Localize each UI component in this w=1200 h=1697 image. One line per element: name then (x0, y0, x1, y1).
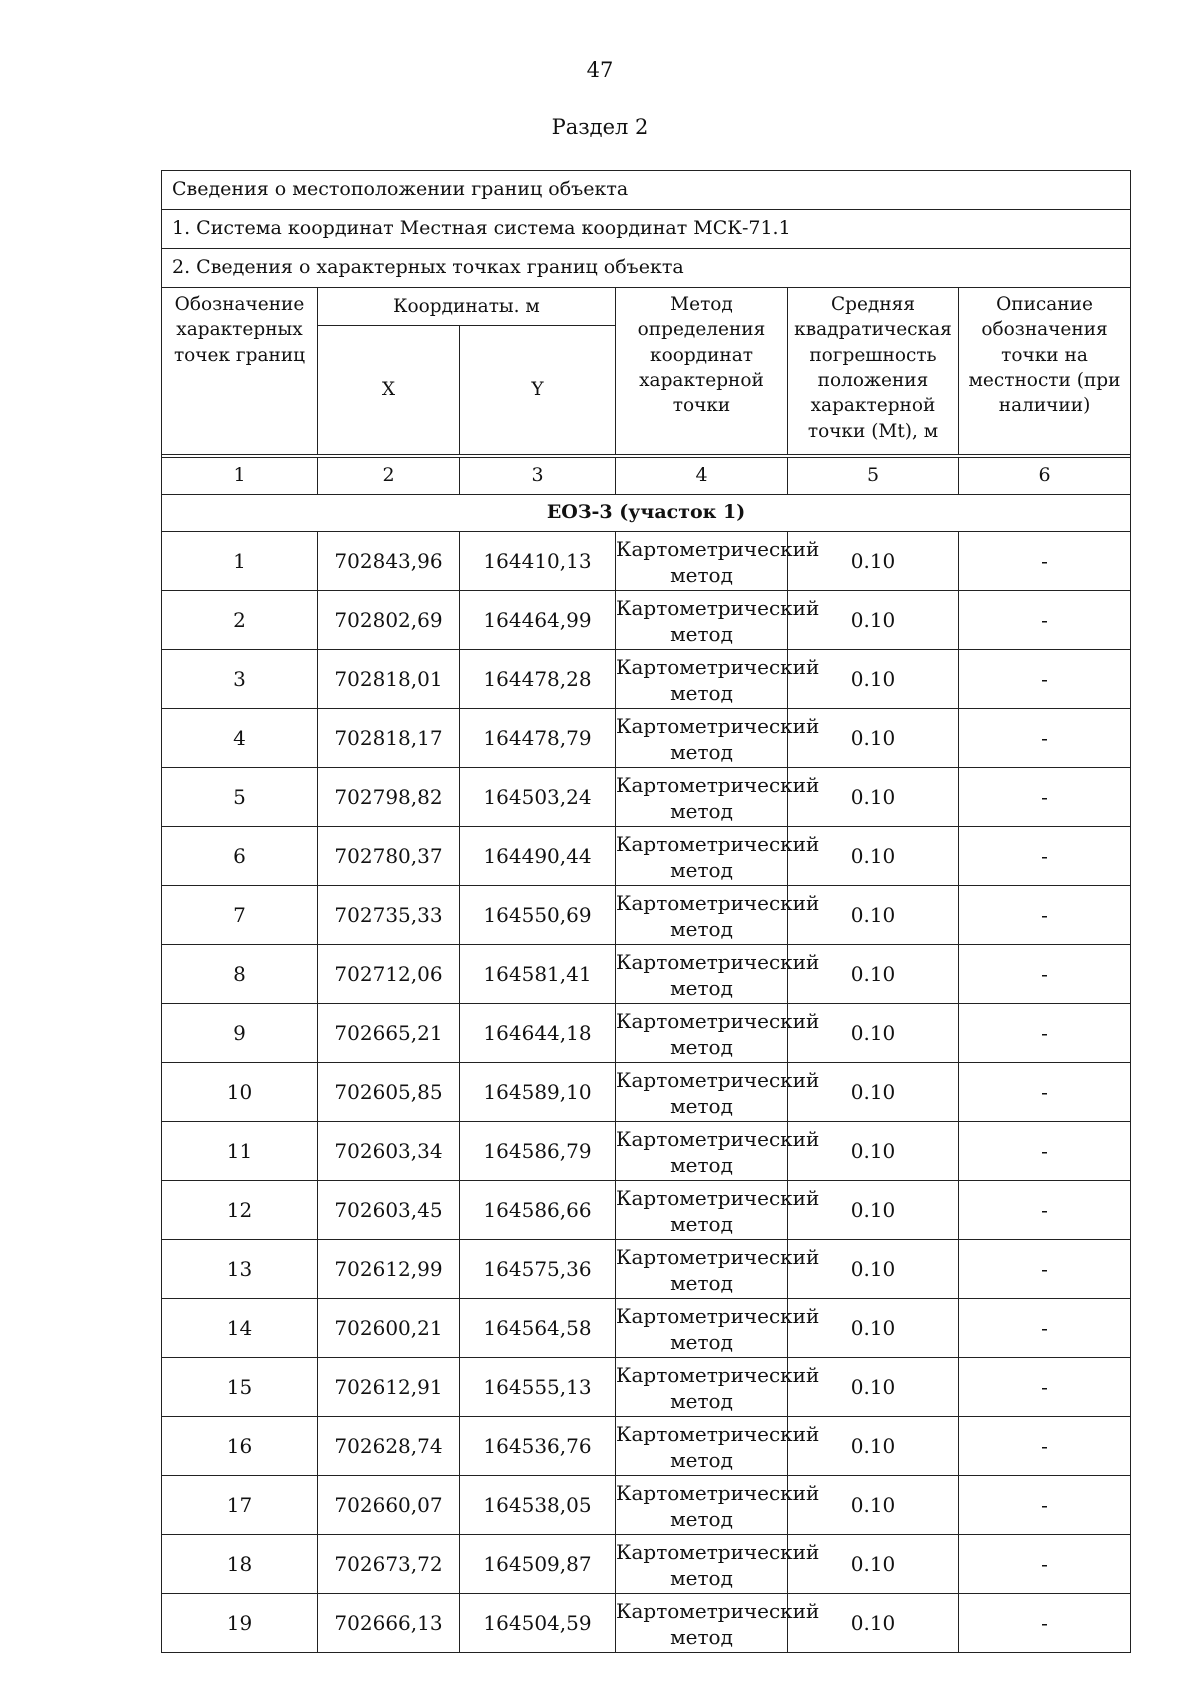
column-number: 4 (616, 458, 788, 495)
header-point: Обозначение характерных точек границ (162, 288, 318, 455)
description-cell: - (959, 1004, 1131, 1063)
y-coordinate-cell: 164478,28 (460, 650, 616, 709)
method-cell: Картометрический метод (616, 1535, 788, 1594)
header-error: Средняя квадратическая погрешность положения характерной точки (Mt), м (788, 288, 959, 455)
error-cell: 0.10 (788, 1476, 959, 1535)
method-cell: Картометрический метод (616, 1181, 788, 1240)
x-coordinate-cell: 702603,45 (318, 1181, 460, 1240)
info-points-heading: 2. Сведения о характерных точках границ объекта (162, 249, 1131, 288)
table-row (162, 1063, 1131, 1122)
column-number: 2 (318, 458, 460, 495)
description-cell: - (959, 591, 1131, 650)
error-cell: 0.10 (788, 768, 959, 827)
method-cell: Картометрический метод (616, 1476, 788, 1535)
table-row (162, 945, 1131, 1004)
error-cell: 0.10 (788, 1181, 959, 1240)
description-cell: - (959, 1299, 1131, 1358)
description-cell: - (959, 709, 1131, 768)
x-coordinate-cell: 702843,96 (318, 532, 460, 591)
point-number-cell: 14 (162, 1299, 318, 1358)
description-cell: - (959, 827, 1131, 886)
column-number: 1 (162, 458, 318, 495)
point-number-cell: 7 (162, 886, 318, 945)
info-coordinate-system: 1. Система координат Местная система координат МСК-71.1 (162, 210, 1131, 249)
description-cell: - (959, 945, 1131, 1004)
error-cell: 0.10 (788, 1417, 959, 1476)
description-cell: - (959, 650, 1131, 709)
description-cell: - (959, 1181, 1131, 1240)
page-number: 47 (586, 58, 614, 82)
method-cell: Картометрический метод (616, 532, 788, 591)
error-cell: 0.10 (788, 1063, 959, 1122)
method-cell: Картометрический метод (616, 650, 788, 709)
point-number-cell: 17 (162, 1476, 318, 1535)
header-y: Y (460, 326, 616, 455)
point-number-cell: 18 (162, 1535, 318, 1594)
y-coordinate-cell: 164464,99 (460, 591, 616, 650)
y-coordinate-cell: 164586,66 (460, 1181, 616, 1240)
column-numbers-row (162, 458, 1131, 495)
x-coordinate-cell: 702666,13 (318, 1594, 460, 1653)
x-coordinate-cell: 702605,85 (318, 1063, 460, 1122)
method-cell: Картометрический метод (616, 1299, 788, 1358)
method-cell: Картометрический метод (616, 1594, 788, 1653)
method-cell: Картометрический метод (616, 827, 788, 886)
x-coordinate-cell: 702818,01 (318, 650, 460, 709)
section-label: ЕОЗ-3 (участок 1) (162, 495, 1131, 532)
method-cell: Картометрический метод (616, 768, 788, 827)
method-cell: Картометрический метод (616, 945, 788, 1004)
table-row (162, 827, 1131, 886)
section-title: Раздел 2 (551, 115, 649, 139)
x-coordinate-cell: 702612,99 (318, 1240, 460, 1299)
y-coordinate-cell: 164490,44 (460, 827, 616, 886)
method-cell: Картометрический метод (616, 1122, 788, 1181)
table-row (162, 1240, 1131, 1299)
y-coordinate-cell: 164644,18 (460, 1004, 616, 1063)
x-coordinate-cell: 702802,69 (318, 591, 460, 650)
description-cell: - (959, 886, 1131, 945)
description-cell: - (959, 768, 1131, 827)
method-cell: Картометрический метод (616, 1417, 788, 1476)
table-row (162, 532, 1131, 591)
method-cell: Картометрический метод (616, 1063, 788, 1122)
error-cell: 0.10 (788, 1535, 959, 1594)
y-coordinate-cell: 164589,10 (460, 1063, 616, 1122)
x-coordinate-cell: 702660,07 (318, 1476, 460, 1535)
description-cell: - (959, 532, 1131, 591)
x-coordinate-cell: 702712,06 (318, 945, 460, 1004)
info-row (162, 171, 1131, 210)
x-coordinate-cell: 702603,34 (318, 1122, 460, 1181)
description-cell: - (959, 1122, 1131, 1181)
table-row (162, 1358, 1131, 1417)
y-coordinate-cell: 164504,59 (460, 1594, 616, 1653)
point-number-cell: 3 (162, 650, 318, 709)
y-coordinate-cell: 164536,76 (460, 1417, 616, 1476)
point-number-cell: 5 (162, 768, 318, 827)
point-number-cell: 4 (162, 709, 318, 768)
coordinates-table-container (161, 170, 1130, 1653)
point-number-cell: 1 (162, 532, 318, 591)
x-coordinate-cell: 702600,21 (318, 1299, 460, 1358)
column-number: 3 (460, 458, 616, 495)
error-cell: 0.10 (788, 1004, 959, 1063)
error-cell: 0.10 (788, 886, 959, 945)
x-coordinate-cell: 702818,17 (318, 709, 460, 768)
x-coordinate-cell: 702780,37 (318, 827, 460, 886)
section-row (162, 495, 1131, 532)
table-row (162, 768, 1131, 827)
point-number-cell: 19 (162, 1594, 318, 1653)
method-cell: Картометрический метод (616, 709, 788, 768)
error-cell: 0.10 (788, 709, 959, 768)
description-cell: - (959, 1063, 1131, 1122)
error-cell: 0.10 (788, 1122, 959, 1181)
x-coordinate-cell: 702673,72 (318, 1535, 460, 1594)
point-number-cell: 15 (162, 1358, 318, 1417)
y-coordinate-cell: 164503,24 (460, 768, 616, 827)
header-row-1 (162, 288, 1131, 326)
header-coords: Координаты. м (318, 288, 616, 326)
info-row (162, 249, 1131, 288)
y-coordinate-cell: 164509,87 (460, 1535, 616, 1594)
table-body (162, 171, 1131, 1653)
method-cell: Картометрический метод (616, 886, 788, 945)
error-cell: 0.10 (788, 591, 959, 650)
info-title: Сведения о местоположении границ объекта (162, 171, 1131, 210)
column-number: 6 (959, 458, 1131, 495)
column-number: 5 (788, 458, 959, 495)
description-cell: - (959, 1594, 1131, 1653)
table-row (162, 1181, 1131, 1240)
point-number-cell: 12 (162, 1181, 318, 1240)
method-cell: Картометрический метод (616, 1240, 788, 1299)
y-coordinate-cell: 164410,13 (460, 532, 616, 591)
y-coordinate-cell: 164575,36 (460, 1240, 616, 1299)
error-cell: 0.10 (788, 650, 959, 709)
description-cell: - (959, 1240, 1131, 1299)
method-cell: Картометрический метод (616, 1358, 788, 1417)
error-cell: 0.10 (788, 945, 959, 1004)
method-cell: Картометрический метод (616, 591, 788, 650)
point-number-cell: 8 (162, 945, 318, 1004)
error-cell: 0.10 (788, 827, 959, 886)
table-row (162, 1476, 1131, 1535)
error-cell: 0.10 (788, 1594, 959, 1653)
info-row (162, 210, 1131, 249)
table-row (162, 1594, 1131, 1653)
y-coordinate-cell: 164478,79 (460, 709, 616, 768)
method-cell: Картометрический метод (616, 1004, 788, 1063)
table-row (162, 1417, 1131, 1476)
header-method: Метод определения координат характерной точки (616, 288, 788, 455)
table-row (162, 1299, 1131, 1358)
error-cell: 0.10 (788, 1299, 959, 1358)
x-coordinate-cell: 702735,33 (318, 886, 460, 945)
description-cell: - (959, 1535, 1131, 1594)
table-row (162, 709, 1131, 768)
y-coordinate-cell: 164581,41 (460, 945, 616, 1004)
x-coordinate-cell: 702665,21 (318, 1004, 460, 1063)
point-number-cell: 11 (162, 1122, 318, 1181)
error-cell: 0.10 (788, 532, 959, 591)
table-row (162, 886, 1131, 945)
x-coordinate-cell: 702798,82 (318, 768, 460, 827)
y-coordinate-cell: 164538,05 (460, 1476, 616, 1535)
y-coordinate-cell: 164550,69 (460, 886, 616, 945)
point-number-cell: 13 (162, 1240, 318, 1299)
y-coordinate-cell: 164586,79 (460, 1122, 616, 1181)
table-row (162, 650, 1131, 709)
point-number-cell: 10 (162, 1063, 318, 1122)
table-row (162, 1122, 1131, 1181)
coordinates-table (161, 170, 1131, 1653)
header-x: X (318, 326, 460, 455)
point-number-cell: 2 (162, 591, 318, 650)
description-cell: - (959, 1417, 1131, 1476)
point-number-cell: 6 (162, 827, 318, 886)
x-coordinate-cell: 702612,91 (318, 1358, 460, 1417)
x-coordinate-cell: 702628,74 (318, 1417, 460, 1476)
error-cell: 0.10 (788, 1240, 959, 1299)
y-coordinate-cell: 164564,58 (460, 1299, 616, 1358)
table-row (162, 591, 1131, 650)
y-coordinate-cell: 164555,13 (460, 1358, 616, 1417)
table-row (162, 1535, 1131, 1594)
description-cell: - (959, 1358, 1131, 1417)
point-number-cell: 9 (162, 1004, 318, 1063)
description-cell: - (959, 1476, 1131, 1535)
table-row (162, 1004, 1131, 1063)
header-description: Описание обозначения точки на местности (при наличии) (959, 288, 1131, 455)
error-cell: 0.10 (788, 1358, 959, 1417)
point-number-cell: 16 (162, 1417, 318, 1476)
